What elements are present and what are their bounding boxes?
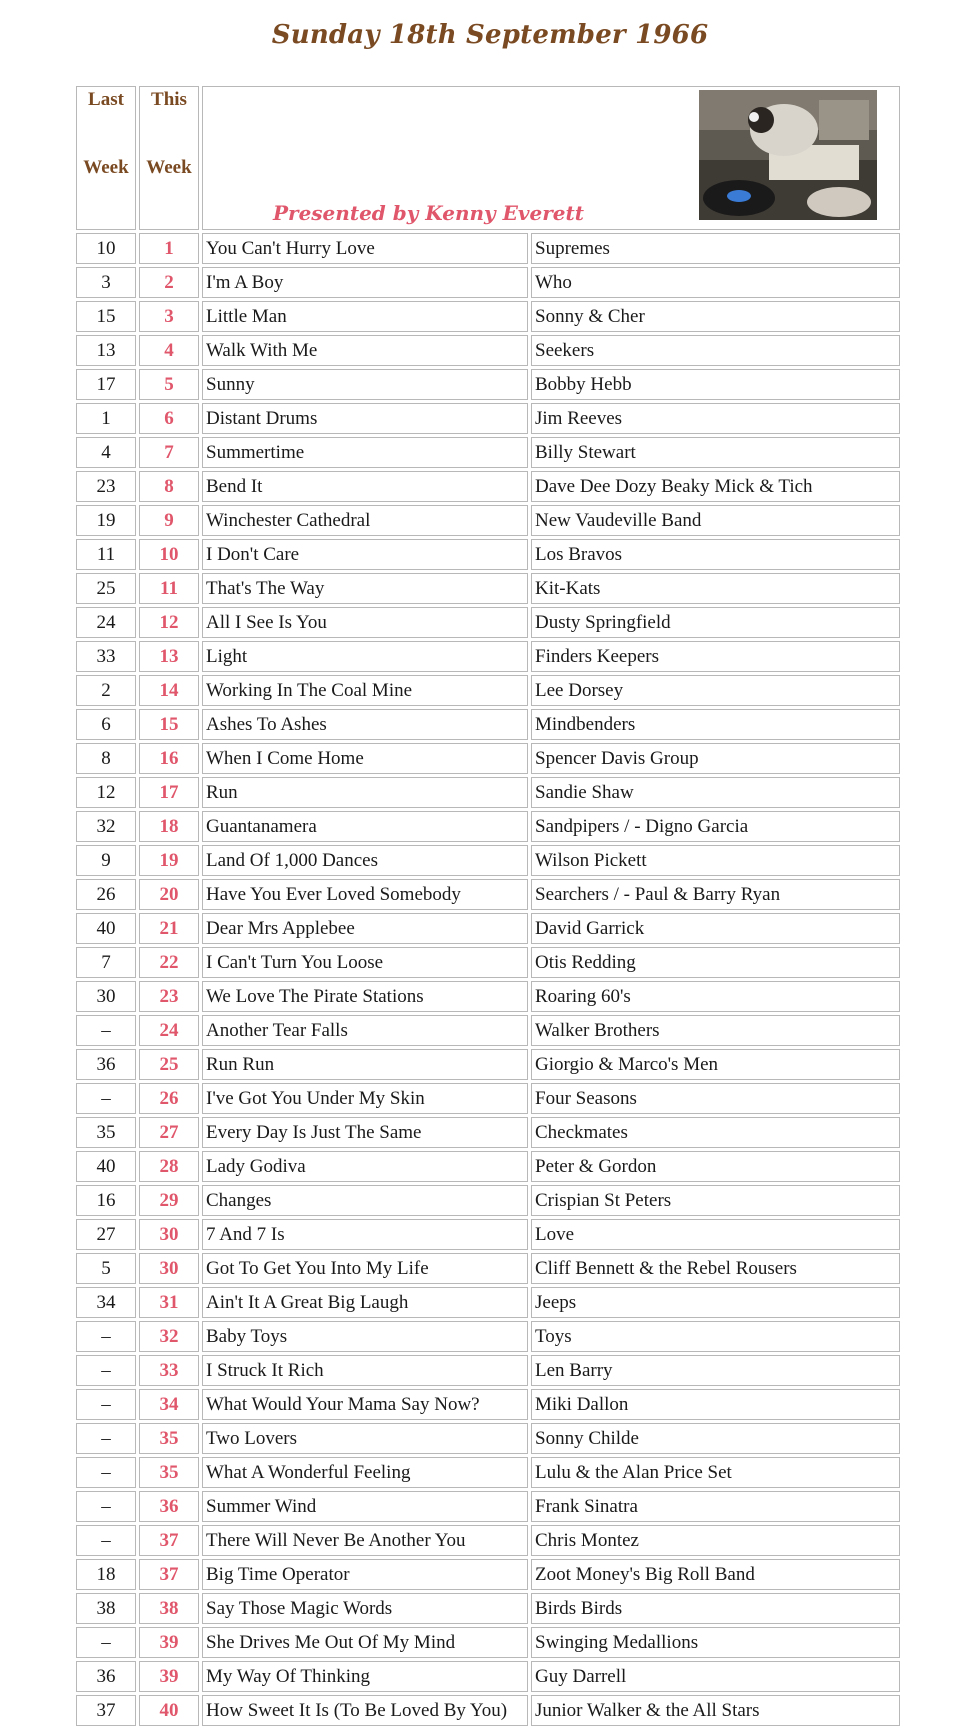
this-week-cell: 26 [139,1083,199,1114]
table-row [76,777,900,808]
artist-cell: Sonny Childe [531,1423,900,1454]
table-row [76,1049,900,1080]
song-title-cell: Changes [202,1185,528,1216]
artist-cell: Otis Redding [531,947,900,978]
table-row [76,1389,900,1420]
song-title-cell: She Drives Me Out Of My Mind [202,1627,528,1658]
song-title-cell: Bend It [202,471,528,502]
this-week-cell: 9 [139,505,199,536]
song-title-cell: Two Lovers [202,1423,528,1454]
table-row [76,845,900,876]
this-week-cell: 34 [139,1389,199,1420]
song-title-cell: What A Wonderful Feeling [202,1457,528,1488]
artist-cell: Roaring 60's [531,981,900,1012]
table-row [76,369,900,400]
banner-cell [202,86,900,230]
last-week-cell: – [76,1423,136,1454]
artist-cell: Chris Montez [531,1525,900,1556]
this-week-cell: 27 [139,1117,199,1148]
this-week-cell: 6 [139,403,199,434]
last-week-cell: 36 [76,1049,136,1080]
this-week-cell: 20 [139,879,199,910]
last-week-cell: 10 [76,233,136,264]
last-week-header-line2: Week [83,157,129,178]
artist-cell: Checkmates [531,1117,900,1148]
last-week-cell: 2 [76,675,136,706]
this-week-cell: 18 [139,811,199,842]
this-week-cell: 28 [139,1151,199,1182]
song-title-cell: That's The Way [202,573,528,604]
table-row [76,1593,900,1624]
last-week-cell: 1 [76,403,136,434]
last-week-cell: 27 [76,1219,136,1250]
page-title: Sunday 18th September 1966 [271,20,709,50]
table-row [76,267,900,298]
artist-cell: Jeeps [531,1287,900,1318]
table-row [76,981,900,1012]
artist-cell: Mindbenders [531,709,900,740]
song-title-cell: Little Man [202,301,528,332]
song-title-cell: Every Day Is Just The Same [202,1117,528,1148]
artist-cell: Zoot Money's Big Roll Band [531,1559,900,1590]
artist-cell: Lulu & the Alan Price Set [531,1457,900,1488]
table-row [76,1695,900,1726]
this-week-cell: 35 [139,1457,199,1488]
artist-cell: Who [531,267,900,298]
last-week-cell: 40 [76,913,136,944]
last-week-cell: 5 [76,1253,136,1284]
last-week-cell: 12 [76,777,136,808]
last-week-cell: 33 [76,641,136,672]
artist-cell: Guy Darrell [531,1661,900,1692]
last-week-cell: 36 [76,1661,136,1692]
song-title-cell: Light [202,641,528,672]
artist-cell: Jim Reeves [531,403,900,434]
this-week-cell: 30 [139,1219,199,1250]
artist-cell: Dusty Springfield [531,607,900,638]
last-week-cell: 23 [76,471,136,502]
song-title-cell: Another Tear Falls [202,1015,528,1046]
this-week-cell: 30 [139,1253,199,1284]
table-row [76,335,900,366]
table-row [76,1661,900,1692]
song-title-cell: We Love The Pirate Stations [202,981,528,1012]
this-week-cell: 10 [139,539,199,570]
this-week-cell: 36 [139,1491,199,1522]
artist-cell: Spencer Davis Group [531,743,900,774]
this-week-cell: 29 [139,1185,199,1216]
table-row [76,1321,900,1352]
this-week-cell: 8 [139,471,199,502]
artist-cell: Peter & Gordon [531,1151,900,1182]
table-row [76,1253,900,1284]
this-week-cell: 37 [139,1525,199,1556]
this-week-cell: 14 [139,675,199,706]
table-row [76,1627,900,1658]
last-week-cell: 7 [76,947,136,978]
table-row [76,437,900,468]
last-week-cell: – [76,1083,136,1114]
this-week-cell: 23 [139,981,199,1012]
artist-cell: Frank Sinatra [531,1491,900,1522]
artist-cell: Supremes [531,233,900,264]
last-week-cell: 35 [76,1117,136,1148]
this-week-cell: 16 [139,743,199,774]
this-week-cell: 1 [139,233,199,264]
table-row [76,1355,900,1386]
artist-cell: David Garrick [531,913,900,944]
last-week-cell: 38 [76,1593,136,1624]
song-title-cell: All I See Is You [202,607,528,638]
this-week-cell: 15 [139,709,199,740]
table-row [76,811,900,842]
table-row [76,607,900,638]
last-week-cell: – [76,1491,136,1522]
this-week-cell: 39 [139,1661,199,1692]
artist-cell: Wilson Pickett [531,845,900,876]
last-week-header-line1: Last [88,89,124,110]
last-week-cell: – [76,1389,136,1420]
last-week-cell: 30 [76,981,136,1012]
song-title-cell: Have You Ever Loved Somebody [202,879,528,910]
last-week-cell: 34 [76,1287,136,1318]
song-title-cell: Run [202,777,528,808]
chart-table [73,83,903,1729]
this-week-cell: 32 [139,1321,199,1352]
table-row [76,1151,900,1182]
artist-cell: Giorgio & Marco's Men [531,1049,900,1080]
artist-cell: Crispian St Peters [531,1185,900,1216]
table-row [76,1491,900,1522]
this-week-cell: 25 [139,1049,199,1080]
last-week-cell: – [76,1457,136,1488]
song-title-cell: Guantanamera [202,811,528,842]
artist-cell: Billy Stewart [531,437,900,468]
song-title-cell: When I Come Home [202,743,528,774]
last-week-cell: – [76,1525,136,1556]
last-week-cell: 6 [76,709,136,740]
this-week-cell: 12 [139,607,199,638]
song-title-cell: Say Those Magic Words [202,1593,528,1624]
last-week-cell: 24 [76,607,136,638]
song-title-cell: Sunny [202,369,528,400]
table-row [76,471,900,502]
this-week-cell: 17 [139,777,199,808]
song-title-cell: 7 And 7 Is [202,1219,528,1250]
artist-cell: Sandie Shaw [531,777,900,808]
this-week-cell: 11 [139,573,199,604]
song-title-cell: My Way Of Thinking [202,1661,528,1692]
artist-cell: Los Bravos [531,539,900,570]
table-row [76,1083,900,1114]
artist-cell: Birds Birds [531,1593,900,1624]
this-week-cell: 2 [139,267,199,298]
this-week-cell: 39 [139,1627,199,1658]
song-title-cell: Ashes To Ashes [202,709,528,740]
last-week-cell: 13 [76,335,136,366]
this-week-header-line2: Week [146,157,192,178]
this-week-cell: 24 [139,1015,199,1046]
table-row [76,913,900,944]
last-week-cell: – [76,1355,136,1386]
artist-cell: Dave Dee Dozy Beaky Mick & Tich [531,471,900,502]
song-title-cell: How Sweet It Is (To Be Loved By You) [202,1695,528,1726]
artist-cell: New Vaudeville Band [531,505,900,536]
this-week-cell: 21 [139,913,199,944]
last-week-cell: – [76,1015,136,1046]
table-row [76,709,900,740]
this-week-cell: 33 [139,1355,199,1386]
last-week-cell: 11 [76,539,136,570]
song-title-cell: Dear Mrs Applebee [202,913,528,944]
table-row [76,539,900,570]
song-title-cell: I've Got You Under My Skin [202,1083,528,1114]
song-title-cell: Working In The Coal Mine [202,675,528,706]
table-row [76,403,900,434]
last-week-cell: 16 [76,1185,136,1216]
artist-cell: Searchers / - Paul & Barry Ryan [531,879,900,910]
song-title-cell: Big Time Operator [202,1559,528,1590]
artist-cell: Finders Keepers [531,641,900,672]
table-row [76,1559,900,1590]
table-row [76,1287,900,1318]
this-week-cell: 35 [139,1423,199,1454]
table-row [76,1015,900,1046]
dj-photo-icon [699,90,877,220]
this-week-cell: 4 [139,335,199,366]
table-row [76,641,900,672]
artist-cell: Cliff Bennett & the Rebel Rousers [531,1253,900,1284]
this-week-cell: 7 [139,437,199,468]
this-week-cell: 31 [139,1287,199,1318]
song-title-cell: You Can't Hurry Love [202,233,528,264]
this-week-cell: 22 [139,947,199,978]
table-row [76,947,900,978]
song-title-cell: I'm A Boy [202,267,528,298]
song-title-cell: Walk With Me [202,335,528,366]
last-week-cell: 32 [76,811,136,842]
this-week-header [139,86,199,230]
song-title-cell: Land Of 1,000 Dances [202,845,528,876]
artist-cell: Swinging Medallions [531,1627,900,1658]
song-title-cell: I Don't Care [202,539,528,570]
table-row [76,573,900,604]
last-week-cell: 19 [76,505,136,536]
chart-table-container [73,83,903,1729]
song-title-cell: There Will Never Be Another You [202,1525,528,1556]
artist-cell: Junior Walker & the All Stars [531,1695,900,1726]
last-week-header [76,86,136,230]
song-title-cell: Ain't It A Great Big Laugh [202,1287,528,1318]
table-row [76,1219,900,1250]
last-week-cell: 18 [76,1559,136,1590]
artist-cell: Toys [531,1321,900,1352]
song-title-cell: Lady Godiva [202,1151,528,1182]
last-week-cell: – [76,1321,136,1352]
last-week-cell: 8 [76,743,136,774]
artist-cell: Lee Dorsey [531,675,900,706]
song-title-cell: Run Run [202,1049,528,1080]
last-week-cell: 4 [76,437,136,468]
artist-cell: Bobby Hebb [531,369,900,400]
last-week-cell: 25 [76,573,136,604]
table-row [76,675,900,706]
this-week-cell: 40 [139,1695,199,1726]
last-week-cell: 26 [76,879,136,910]
song-title-cell: Winchester Cathedral [202,505,528,536]
this-week-header-line1: This [151,89,187,110]
table-row [76,879,900,910]
song-title-cell: Baby Toys [202,1321,528,1352]
this-week-cell: 38 [139,1593,199,1624]
song-title-cell: Distant Drums [202,403,528,434]
this-week-cell: 19 [139,845,199,876]
last-week-cell: 40 [76,1151,136,1182]
song-title-cell: I Can't Turn You Loose [202,947,528,978]
last-week-cell: 37 [76,1695,136,1726]
artist-cell: Miki Dallon [531,1389,900,1420]
artist-cell: Kit-Kats [531,573,900,604]
table-row [76,1525,900,1556]
artist-cell: Sandpipers / - Digno Garcia [531,811,900,842]
table-row [76,233,900,264]
table-row [76,743,900,774]
song-title-cell: I Struck It Rich [202,1355,528,1386]
last-week-cell: 17 [76,369,136,400]
last-week-cell: 9 [76,845,136,876]
song-title-cell: Summer Wind [202,1491,528,1522]
table-row [76,1185,900,1216]
this-week-cell: 5 [139,369,199,400]
table-row [76,1117,900,1148]
artist-cell: Sonny & Cher [531,301,900,332]
this-week-cell: 3 [139,301,199,332]
last-week-cell: 15 [76,301,136,332]
table-row [76,505,900,536]
artist-cell: Love [531,1219,900,1250]
table-row [76,1423,900,1454]
song-title-cell: Got To Get You Into My Life [202,1253,528,1284]
artist-cell: Four Seasons [531,1083,900,1114]
table-row [76,301,900,332]
this-week-cell: 13 [139,641,199,672]
table-row [76,1457,900,1488]
artist-cell: Len Barry [531,1355,900,1386]
song-title-cell: What Would Your Mama Say Now? [202,1389,528,1420]
artist-cell: Walker Brothers [531,1015,900,1046]
song-title-cell: Summertime [202,437,528,468]
artist-cell: Seekers [531,335,900,366]
header-row [76,86,900,230]
this-week-cell: 37 [139,1559,199,1590]
last-week-cell: 3 [76,267,136,298]
last-week-cell: – [76,1627,136,1658]
presenter-credit: Presented by Kenny Everett [273,201,584,225]
